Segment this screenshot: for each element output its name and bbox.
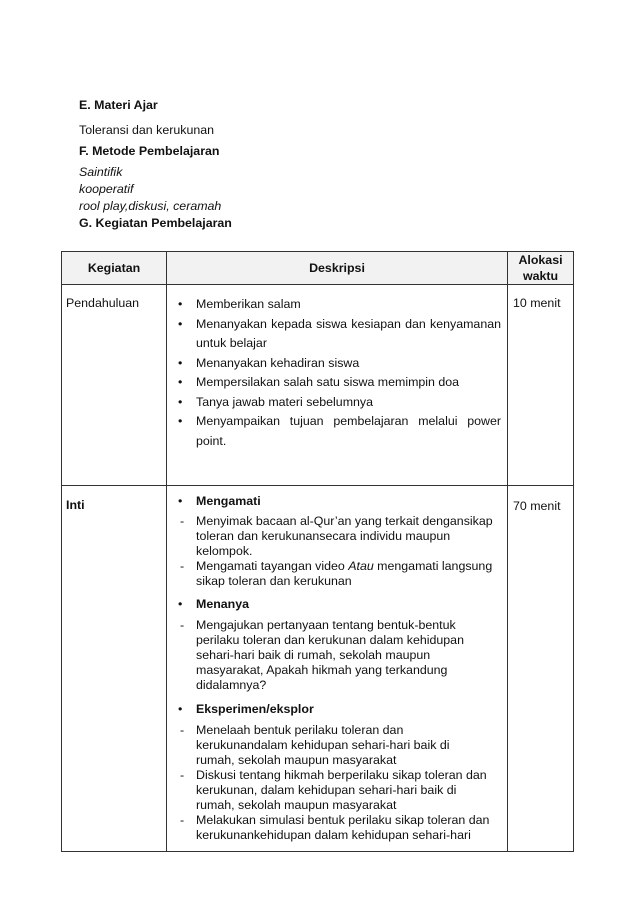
list-item: - Melakukan simulasi bentuk perilaku sikap toleran dan kerukunankehidupan dalam kehidupan sehari-hari [180,813,490,842]
pendahuluan-list [170,295,501,451]
list-item: • Menanyakan kepada siswa kesiapan dan kenyamanan untuk belajar [178,316,501,350]
bullet-icon: • [178,297,183,311]
bullet-icon: • [178,494,183,508]
kegiatan-heading: G. Kegiatan Pembelajaran [79,216,232,230]
group-heading-mengamati: • Mengamati [170,492,501,511]
mengamati-list [170,514,501,589]
table-header-row [62,252,574,285]
bullet-icon: • [178,355,183,370]
bullet-icon: • [178,394,183,409]
kegiatan-table [61,251,574,852]
bullet-icon: • [178,316,183,331]
bullet-icon: • [178,702,183,716]
header-kegiatan: Kegiatan [62,252,167,285]
dash-icon: - [180,813,185,827]
deskripsi-cell [167,486,508,852]
list-item: - Diskusi tentang hikmah berperilaku sikap toleran dan kerukunan, dalam kehidupan sehari-hari baik di rumah, sekolah maupun masyarakat [180,768,487,812]
bullet-icon: • [178,414,183,428]
bullet-icon: • [178,597,183,611]
group-heading-eksperimen: • Eksperimen/eksplor [170,700,501,719]
header-alokasi [508,252,574,285]
metode-item: kooperatif [79,182,134,196]
kegiatan-cell: Pendahuluan [62,285,167,486]
kegiatan-cell: Inti [62,486,167,852]
menanya-list [170,618,501,693]
header-deskripsi: Deskripsi [167,252,508,285]
metode-item: rool play,diskusi, ceramah [79,199,222,213]
dash-icon: - [180,723,185,737]
header-alokasi-line1: Alokasi [518,253,563,267]
alokasi-cell: 10 menit [508,285,574,486]
list-item: • Mempersilakan salah satu siswa memimpin doa [170,373,501,393]
list-item: - Menelaah bentuk perilaku toleran dan kerukunandalam kehidupan sehari-hari baik di rumah, sekolah maupun masyarakat [180,723,450,767]
list-item: • Menanyakan kehadiran siswa [170,354,501,374]
metode-item: Saintifik [79,165,123,179]
bullet-icon: • [178,375,183,389]
header-alokasi-line2: waktu [522,269,559,283]
dash-icon: - [180,768,185,782]
deskripsi-cell [167,285,508,486]
dash-icon: - [180,618,185,632]
materi-text: Toleransi dan kerukunan [79,123,215,137]
list-item: - Menyimak bacaan al-Qur’an yang terkait dengansikap toleran dan kerukunansecara individu maupun kelompok. [180,514,493,558]
dash-icon: - [180,514,185,528]
list-item: - Mengajukan pertanyaan tentang bentuk-bentuk perilaku toleran dan kerukunan dalam kehidupan sehari-hari baik di rumah, sekolah maupun masyarakat, Apakah hikmah yang terkandung didalamnya? [180,618,464,692]
list-item: - Mengamati tayangan video Atau mengamati langsung sikap toleran dan kerukunan [180,559,493,588]
table-row-inti [62,486,574,852]
metode-heading: F. Metode Pembelajaran [79,144,220,158]
eksperimen-list [170,723,501,843]
dash-icon: - [180,559,185,573]
list-item: • Menyampaikan tujuan pembelajaran melalui power point. [178,414,501,448]
materi-heading: E. Materi Ajar [79,98,158,112]
list-item: • Tanya jawab materi sebelumnya [170,393,501,413]
group-heading-menanya: • Menanya [170,595,501,614]
table-row-pendahuluan [62,285,574,486]
list-item: • Memberikan salam [170,295,501,315]
alokasi-cell: 70 menit [508,486,574,852]
